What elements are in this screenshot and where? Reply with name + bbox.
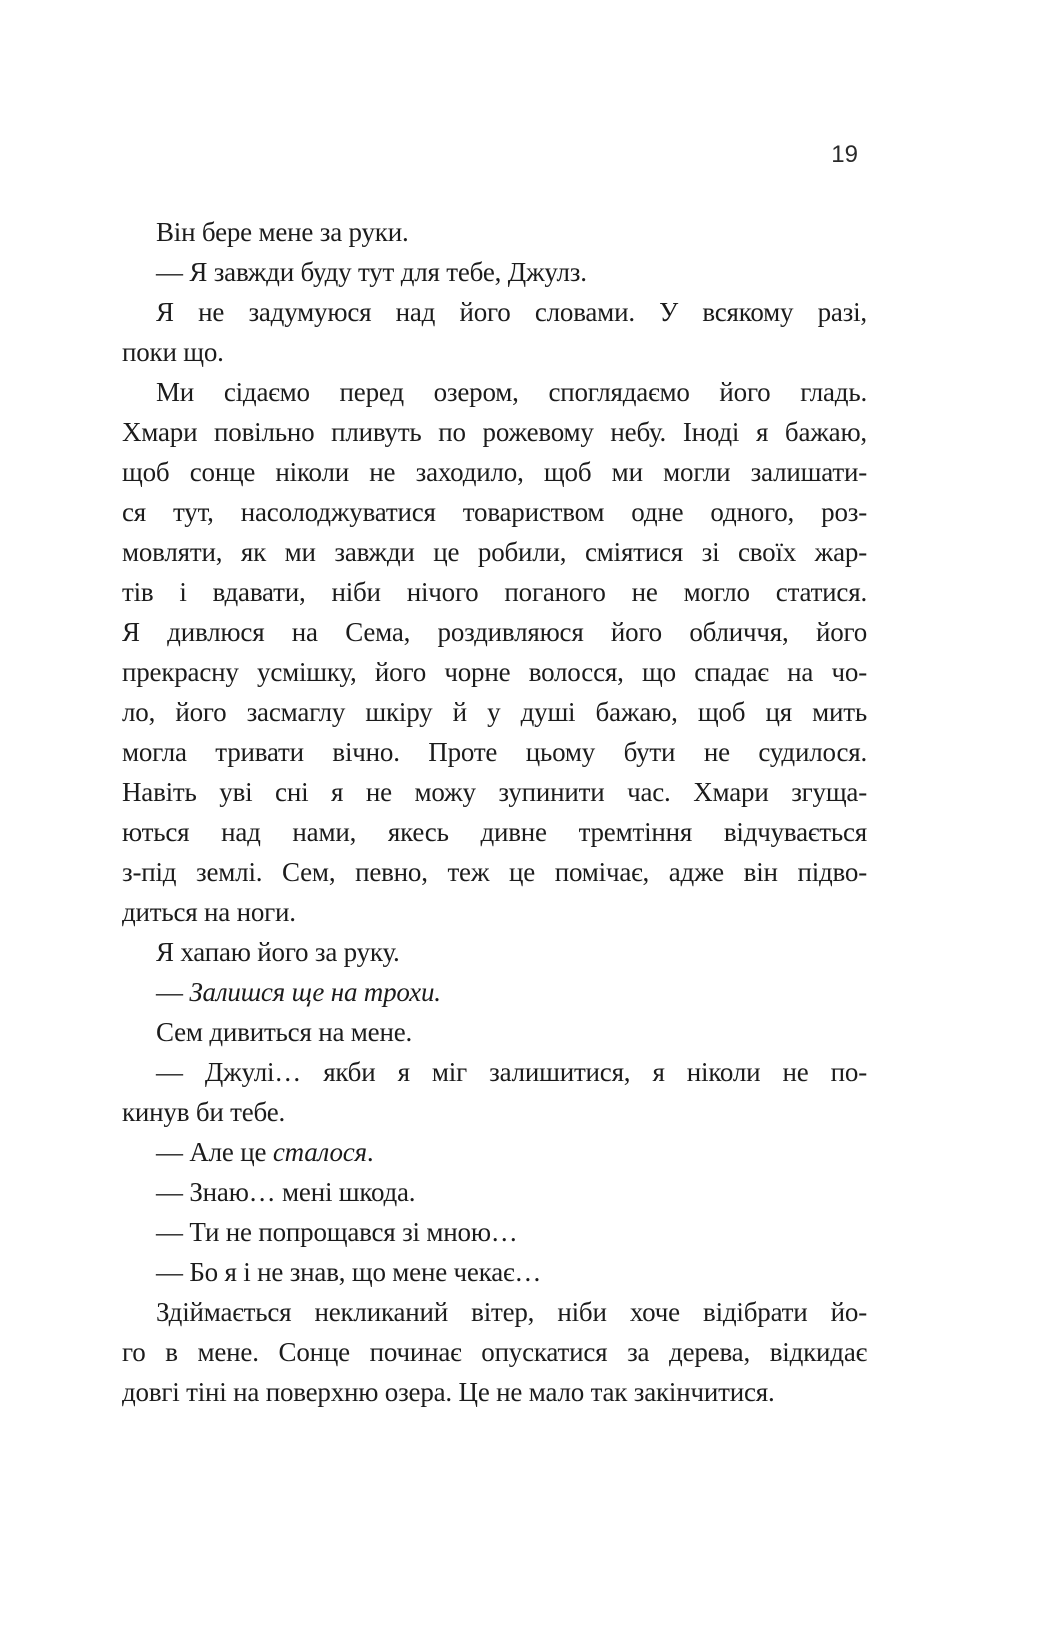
text-line [122,972,867,1012]
text-line: — Бо я і не знав, що мене чекає… [156,1257,542,1287]
text-line [122,1132,867,1172]
text-line: могла тривати вічно. Проте цьому бути не судилося. [122,737,867,767]
text-line: Я хапаю його за руку. [156,937,400,967]
text-line: — Ти не попрощався зі мною… [156,1217,518,1247]
text-line: — Знаю… мені шкода. [156,1177,416,1207]
italic-word: сталося [272,1137,367,1167]
text-line: кинув би тебе. [122,1097,286,1127]
text-line: — Джулі… якби я міг залишитися, я ніколи не по- [156,1057,867,1087]
text-line: довгі тіні на поверхню озера. Це не мало так закінчитися. [122,1377,775,1407]
text-line: Навіть уві сні я не можу зупинити час. Хмари згуща- [122,777,867,807]
text-line: ються над нами, якесь дивне тремтіння відчувається [122,817,867,847]
text-line: диться на ноги. [122,897,296,927]
text-line: Хмари повільно пливуть по рожевому небу. Іноді я бажаю, [122,417,867,447]
text-line: щоб сонце ніколи не заходило, щоб ми могли залишати- [122,457,867,487]
text-line: з-під землі. Сем, певно, теж це помічає, адже він підво- [122,857,867,887]
dialogue-text: . [366,1137,374,1167]
page-number: 19 [831,141,858,168]
text-line: прекрасну усмішку, його чорне волосся, що спадає на чо- [122,657,867,687]
dialogue-dash: — [156,977,190,1007]
text-line: Ми сідаємо перед озером, споглядаємо його гладь. [156,377,867,407]
text-line: Сем дивиться на мене. [156,1017,413,1047]
text-line: ся тут, насолоджуватися товариством одне одного, роз- [122,497,867,527]
text-line: мовляти, як ми завжди це робили, сміятися зі своїх жар- [122,537,867,567]
text-line: поки що. [122,337,224,367]
text-line: тів і вдавати, ніби нічого поганого не могло статися. [122,577,867,607]
text-line: Він бере мене за руки. [156,217,409,247]
text-line: Я дивлюся на Сема, роздивляюся його обличчя, його [122,617,867,647]
text-line: Я не задумуюся над його словами. У всякому разі, [156,297,867,327]
text-line: ло, його засмаглу шкіру й у душі бажаю, щоб ця мить [122,697,867,727]
dialogue-text: — Але це [156,1137,273,1167]
text-line: Здіймається некликаний вітер, ніби хоче відібрати йо- [156,1297,867,1327]
text-line: го в мене. Сонце починає опускатися за дерева, відкидає [122,1337,867,1367]
italic-phrase: Залишся ще на трохи. [189,977,441,1007]
page-body-text [122,212,867,1412]
text-line: — Я завжди буду тут для тебе, Джулз. [156,257,587,287]
